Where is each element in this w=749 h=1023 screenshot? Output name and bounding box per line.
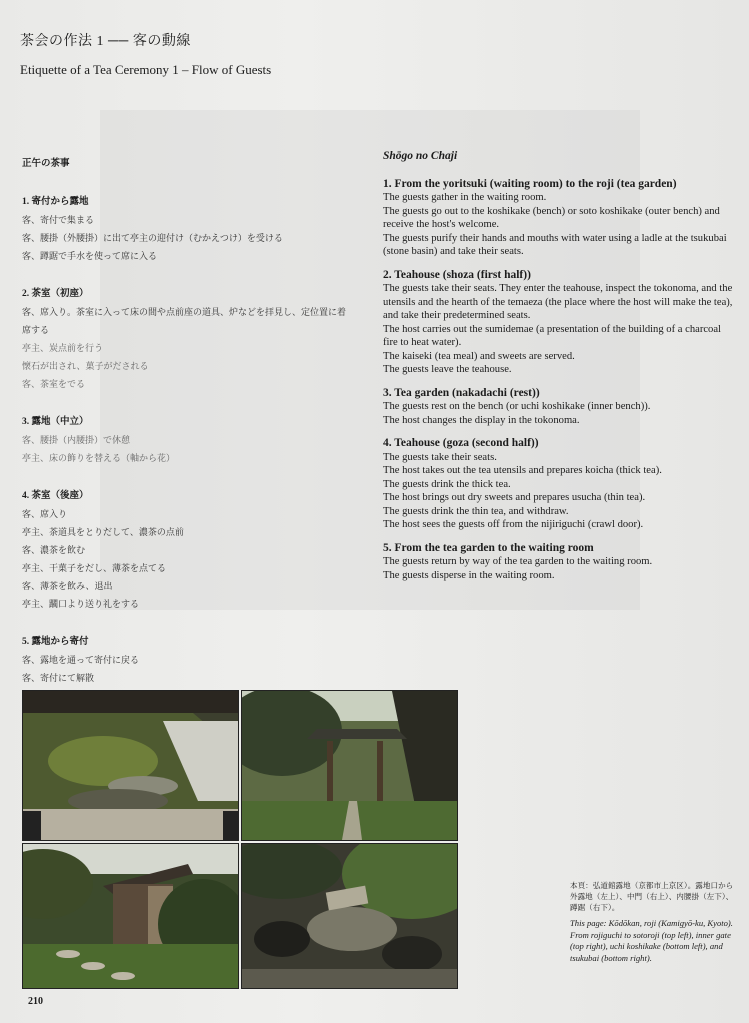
jp-line: 客、茶室をでる [22, 379, 86, 389]
jp-line: 席する [22, 325, 50, 335]
en-line: The guests drink the thin tea, and withdraw. [383, 505, 569, 517]
en-line: The guests purify their hands and mouths with water using a ladle at the tsukubai (stone basin) and take their seats. [383, 232, 727, 257]
en-line: The host takes out the tea utensils and prepares koicha (thick tea). [383, 465, 662, 476]
jp-section-title: 1. 寄付から露地 [22, 197, 89, 207]
en-line: The guests go out to the koshikake (bench) or soto koshikake (outer bench) and receive the host's welcome. [383, 205, 720, 230]
en-section-title: 1. From the yoritsuki (waiting room) to the roji (tea garden) [383, 177, 677, 190]
page-number: 210 [28, 996, 43, 1007]
en-line: The guests gather in the waiting room. [383, 192, 547, 203]
en-line: The guests take their seats. [383, 451, 497, 463]
en-line: The guests drink the thick tea. [383, 478, 511, 490]
en-heading: Shōgo no Chaji [383, 150, 458, 162]
en-line: The host sees the guests off from the nijiriguchi (crawl door). [383, 519, 644, 530]
tsukubai-photo [241, 843, 458, 989]
en-line: The guests return by way of the tea garden to the waiting room. [383, 556, 653, 567]
jp-heading: 正午の茶事 [22, 159, 70, 169]
en-line: The host brings out dry sweets and prepares usucha (thin tea). [383, 492, 646, 503]
en-section-title: 4. Teahouse (goza (second half)) [383, 437, 539, 449]
en-section [383, 269, 733, 377]
jp-line: 客、露地を通って寄付に戻る [22, 655, 140, 665]
en-line: The guests leave the teahouse. [383, 364, 512, 375]
caption-en: This page: Kōdōkan, roji (Kamigyō-ku, Kyoto). From rojiguchi to sotoroji (top left), inner gate (top right), uchi koshikake (bottom left), and tsukubai (bottom right). [570, 918, 733, 963]
jp-section-title: 5. 露地から寄付 [22, 637, 89, 647]
jp-line: 客、腰掛（内腰掛）で休憩 [22, 435, 131, 445]
japanese-column [22, 155, 372, 687]
en-section [383, 437, 733, 532]
en-line: The host carries out the sumidemae (a presentation of the building of a charcoal fire to heat water). [383, 323, 721, 348]
english-column [383, 150, 733, 592]
en-line: The kaiseki (tea meal) and sweets are served. [383, 350, 575, 362]
jp-line: 亭主、炭点前を行う [22, 343, 104, 353]
jp-line: 客、薄茶を飲み、退出 [22, 581, 113, 591]
uchi-koshikake-photo [22, 843, 239, 989]
jp-line: 客、席入り。茶室に入って床の間や点前座の道具、炉などを拝見し、定位置に着 [22, 307, 347, 317]
en-section-title: 2. Teahouse (shoza (first half)) [383, 268, 531, 281]
jp-line: 亭主、干菓子をだし、薄茶を点てる [22, 563, 167, 573]
jp-line: 客、腰掛（外腰掛）に出て亭主の迎付け（むかえつけ）を受ける [22, 233, 283, 243]
jp-line: 客、濃茶を飲む [22, 545, 86, 555]
en-section [383, 387, 733, 428]
page-title-en: Etiquette of a Tea Ceremony 1 – Flow of Guests [20, 62, 272, 77]
jp-line: 亭主、茶道具をとりだして、濃茶の点前 [22, 527, 184, 537]
en-line: The guests disperse in the waiting room. [383, 569, 555, 581]
jp-line: 客、蹲踞で手水を使って席に入る [22, 251, 158, 261]
en-section-title: 5. From the tea garden to the waiting room [383, 541, 594, 554]
en-section [383, 178, 733, 259]
garden-photo [22, 690, 239, 841]
en-line: The guests take their seats. They enter the teahouse, inspect the tokonoma, and the utensils and the hearth of the temaeza (the place where the host will make the tea), and take their predetermined seats. [383, 283, 733, 321]
inner-gate-photo [241, 690, 458, 841]
jp-line: 客、席入り [22, 509, 68, 519]
jp-section-title: 4. 茶室（後座） [22, 491, 89, 501]
jp-line: 客、寄付にて解散 [22, 673, 95, 683]
jp-section-title: 3. 露地（中立） [22, 417, 89, 427]
jp-line: 亭主、躙口より送り礼をする [22, 599, 140, 609]
jp-section-title: 2. 茶室（初座） [22, 289, 89, 299]
photo-caption [570, 880, 740, 964]
jp-line: 客、寄付で集まる [22, 215, 95, 225]
caption-jp: 本頁：弘道館露地（京都市上京区）。露地口から外露地（左上）、中門（右上）、内腰掛（左下）、蹲踞（右下）。 [570, 881, 734, 912]
jp-line: 亭主、床の飾りを替える（軸から花） [22, 453, 176, 463]
en-section [383, 542, 733, 583]
en-line: The guests rest on the bench (or uchi koshikake (inner bench)). [383, 401, 651, 412]
en-section-title: 3. Tea garden (nakadachi (rest)) [383, 386, 540, 399]
jp-line: 懐石が出され、菓子がだされる [22, 361, 149, 371]
page-title-jp: 茶会の作法 1 ── 客の動線 [20, 34, 191, 49]
en-line: The host changes the display in the tokonoma. [383, 414, 580, 426]
